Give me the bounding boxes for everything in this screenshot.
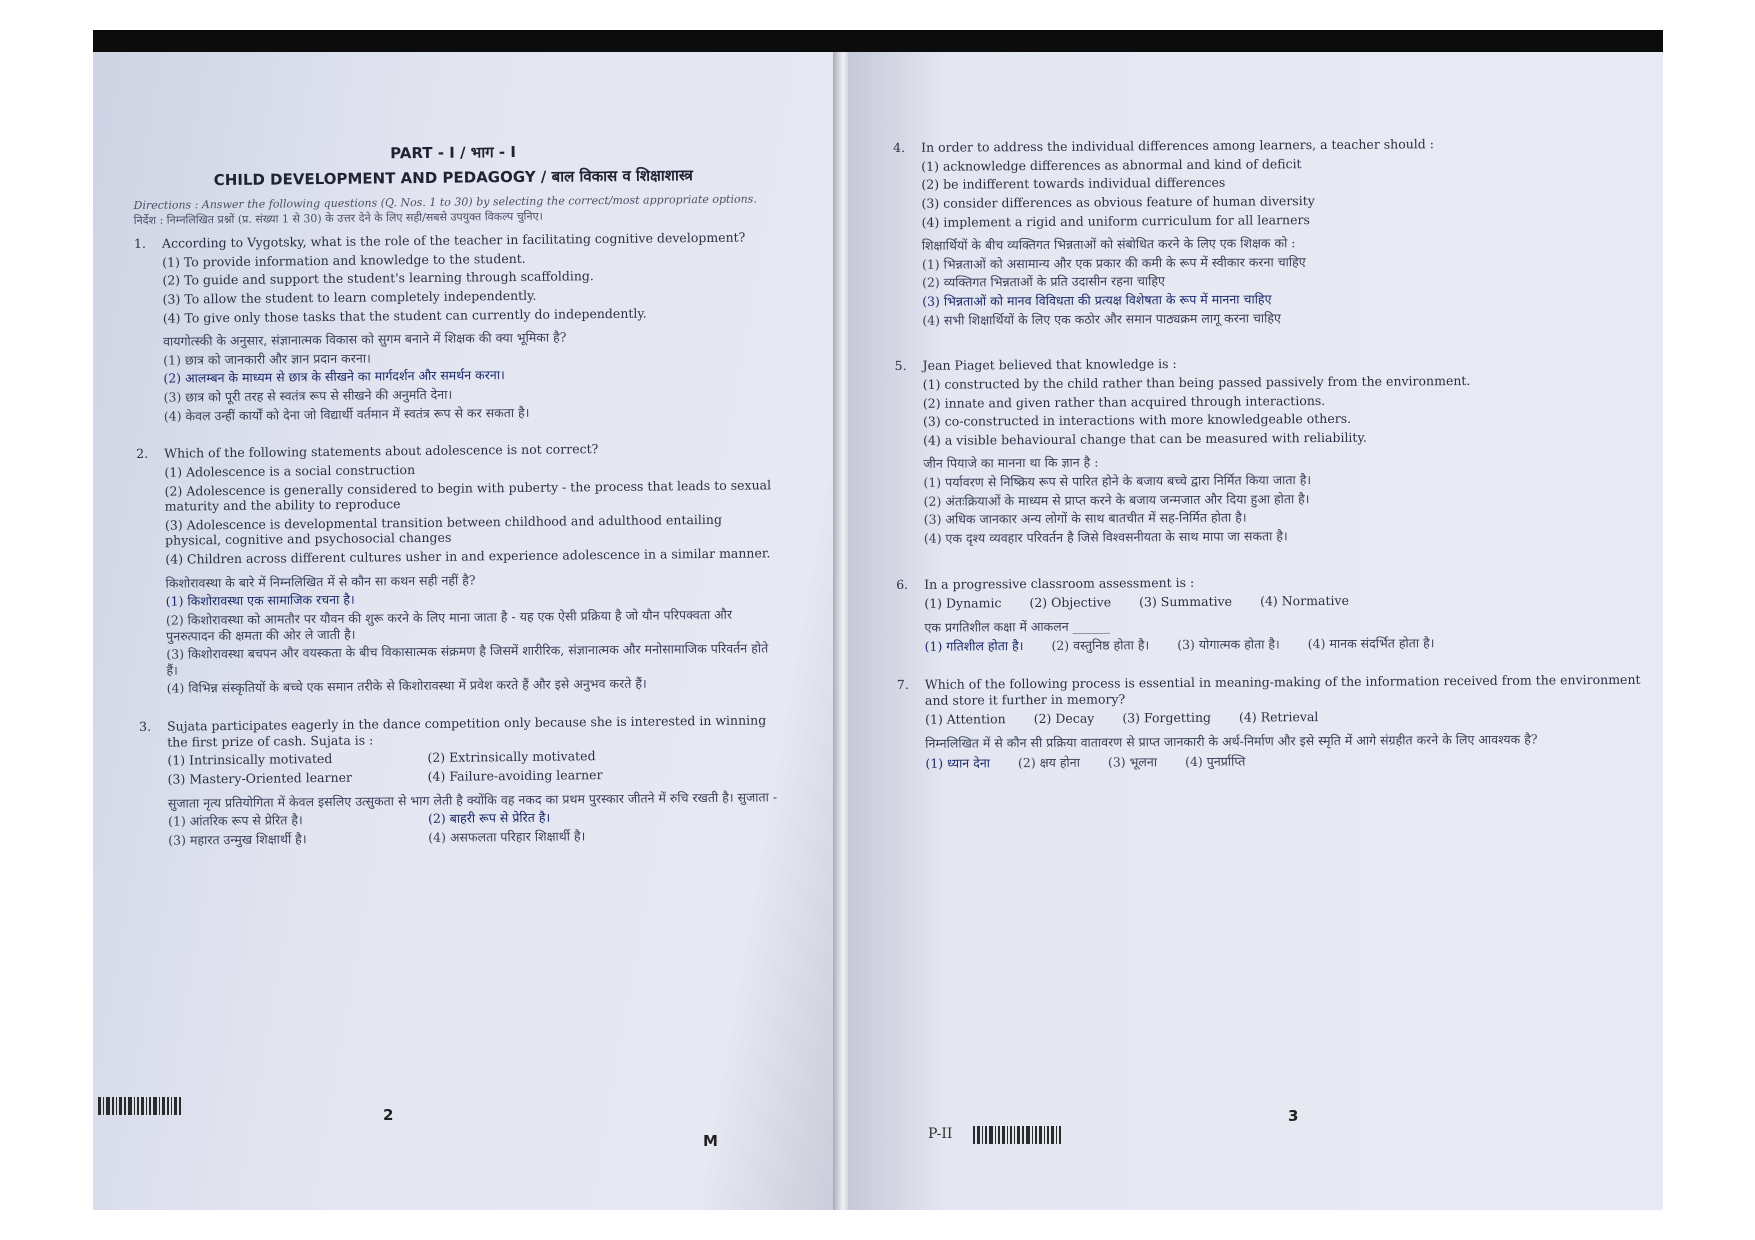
option-hindi: (4) केवल उन्हीं कार्यों को देना जो विद्यार्थी वर्तमान में स्वतंत्र रूप से कर सकता है। [163,404,530,424]
option-hindi: (3) योगात्मक होता है। [1177,636,1280,653]
question-text-hindi: किशोरावस्था के बारे में निम्नलिखित में से कौन सा कथन सही नहीं है? [165,572,476,591]
question-number: 6. [896,576,909,592]
options-hindi [925,750,1657,771]
option: (3) co-constructed in interactions with more knowledgeable others. [922,410,1352,429]
option-hindi: (4) असफलता परिहार शिक्षार्थी है। [428,828,586,845]
option-hindi: (1) छात्र को जानकारी और ज्ञान प्रदान करना। [163,350,371,368]
question-text-english: Sujata participates eagerly in the dance competition only because she is interested in winning the first prize of cash. Sujata is : [166,712,767,750]
options-english [925,707,1657,728]
option: (1) Dynamic [924,595,1002,611]
options-hindi [925,634,1657,655]
footer-code: P-II [928,1126,953,1142]
option: (4) a visible behavioural change that can be measured with reliability. [923,429,1367,448]
option-hindi: (4) सभी शिक्षार्थियों के लिए एक कठोर और समान पाठ्यक्रम लागू करना चाहिए [922,309,1281,328]
question-number: 7. [896,676,909,692]
right-page-content [893,127,1657,775]
option-hindi: (4) पुनर्प्राप्ति [1184,753,1246,769]
option: (3) Mastery-Oriented learner [167,769,353,787]
option-hindi: (2) किशोरावस्था को आमतौर पर यौवन की शुरू करने के लिए माना जाता है - यह एक ऐसी प्रक्रिया है जो यौन परिपक्वता और पुनरुत्पादन की क्षमता की ओर ले जाती है। [165,606,733,644]
question-number: 5. [894,358,907,374]
option: (1) To provide information and knowledge to the student. [162,250,526,270]
options-hindi [168,807,780,848]
option-hindi: (1) पर्यावरण से निष्क्रिय रूप से पारित होने के बजाय बच्चे द्वारा निर्मित किया जाता है। [923,472,1312,490]
option-hindi: (2) वस्तुनिष्ठ होता है। [1051,637,1150,654]
option-hindi: (2) व्यक्तिगत भिन्नताओं के प्रति उदासीन रहना चाहिए [922,273,1165,291]
page-number: 2 [383,1106,394,1124]
option: (4) Retrieval [1238,709,1319,725]
question-4 [893,135,1653,156]
options-english [167,747,779,788]
option: (2) innate and given rather than acquired through interactions. [922,392,1326,411]
photo-frame [93,30,1663,1210]
question-text-english: Which of the following statements about adolescence is not correct? [164,441,599,461]
question-number: 3. [138,718,152,734]
option: (3) consider differences as obvious feature of human diversity [921,192,1315,211]
question-text-english: Which of the following process is essential in meaning-making of the information received from the environment and store it further in memory? [924,671,1641,708]
question-text-english: Jean Piaget believed that knowledge is : [922,356,1177,374]
option-hindi-marked: (1) गतिशील होता है। [924,638,1024,655]
option: (1) Adolescence is a social construction [164,461,416,480]
question-number: 2. [136,446,149,462]
option-hindi-marked: (1) किशोरावस्था एक सामाजिक रचना है। [165,591,355,609]
option-hindi: (4) विभिन्न संस्कृतियों के बच्चे एक समान तरीके से किशोरावस्था में प्रवेश करते हैं और इसे अनुभव करते हैं। [166,676,647,697]
barcode [98,1097,181,1115]
option-hindi: (1) भिन्नताओं को असामान्य और एक प्रकार की कमी के रूप में स्वीकार करना चाहिए [921,253,1306,272]
option: (3) To allow the student to learn completely independently. [162,287,537,307]
question-text-hindi: एक प्रगतिशील कक्षा में आकलन ______ [924,618,1111,635]
option-hindi-marked: (1) ध्यान देना [925,754,991,771]
option: (4) Normative [1259,592,1349,609]
question-text-english: In a progressive classroom assessment is : [924,574,1195,592]
options-english [924,591,1656,612]
option: (4) Children across different cultures usher in and experience adolescence in a similar manner. [165,545,771,567]
barcode [973,1126,1061,1144]
question-number: 1. [133,235,147,251]
question-number: 4. [893,139,906,155]
option: (2) To guide and support the student's learning through scaffolding. [162,268,594,288]
option: (4) implement a rigid and uniform curriculum for all learners [921,211,1310,230]
option: (2) Extrinsically motivated [427,748,596,766]
part-heading: PART - I / भाग - I [390,142,516,163]
question-text-hindi: जीन पियाजे का मानना था कि ज्ञान है : [923,454,1099,472]
option-hindi: (4) एक दृश्य व्यवहार परिवर्तन है जिसे विश्वसनीयता के साथ मापा जा सकता है। [923,528,1288,546]
booklet-code: M [703,1132,718,1150]
section-title: CHILD DEVELOPMENT AND PEDAGOGY / बाल विकास व शिक्षाशास्त्र [213,165,693,189]
directions-hindi: निर्देश : निम्नलिखित प्रश्नों (प्र. संख्या 1 से 30) के उत्तर देने के लिए सही/सबसे उपयुक्त विकल्प चुनिए। [133,209,543,228]
option: (2) Objective [1029,594,1112,611]
option: (1) Intrinsically motivated [167,751,333,768]
option: (1) acknowledge differences as abnormal and kind of deficit [921,155,1302,174]
page-number: 3 [1288,1107,1299,1125]
directions-english: Directions : Answer the following questions (Q. Nos. 1 to 30) by selecting the correct/most appropriate options. [133,191,757,212]
option: (4) Failure-avoiding learner [427,766,603,784]
right-page [848,52,1663,1210]
option-hindi-marked: (2) बाहरी रूप से प्रेरित है। [427,809,551,827]
left-page-content [133,140,780,850]
option-hindi: (1) आंतरिक रूप से प्रेरित है। [167,812,303,829]
option-hindi: (4) मानक संदर्भित होता है। [1307,635,1435,652]
option-hindi: (3) महारत उन्मुख शिक्षार्थी है। [168,830,307,848]
question-text-hindi: शिक्षार्थियों के बीच व्यक्तिगत भिन्नताओं को संबोधित करने के लिए एक शिक्षक को : [921,235,1296,253]
option: (2) Decay [1033,710,1095,727]
option-hindi: (2) क्षय होना [1017,754,1080,770]
option-hindi: (3) छात्र को पूरी तरह से स्वतंत्र रूप से सीखने की अनुमति देना। [163,386,453,405]
option: (4) To give only those tasks that the student can currently do independently. [162,305,647,326]
option-hindi: (2) अंतःक्रियाओं के माध्यम से प्राप्त करने के बजाय जन्मजात और दिया हुआ होता है। [923,490,1310,509]
question-text-hindi: निम्नलिखित में से कौन सी प्रक्रिया वातावरण से प्राप्त जानकारी के अर्थ-निर्माण और इसे स्मृति में आगे संग्रहीत करने के लिए आवश्यक है? [925,731,1538,751]
option: (3) Adolescence is developmental transition between childhood and adulthood entailing physical, cognitive and psychosocial changes [164,511,722,549]
option: (1) Attention [925,711,1006,728]
option: (1) constructed by the child rather than being passed passively from the environment. [922,372,1471,392]
option: (2) Adolescence is generally considered to begin with puberty - the process that leads to sexual maturity and the ability to reproduce [164,476,772,514]
question-6 [896,571,1656,592]
question-5 [895,353,1655,374]
question-text-english: According to Vygotsky, what is the role of the teacher in facilitating cognitive development? [161,229,746,251]
option-hindi-marked: (3) भिन्नताओं को मानव विविधता की प्रत्यक्ष विशेषता के रूप में मानना चाहिए [922,291,1272,309]
option: (3) Forgetting [1122,710,1212,726]
left-page [93,52,838,1210]
question-7 [897,672,1657,709]
question-text-english: In order to address the individual differences among learners, a teacher should : [921,136,1435,155]
question-text-hindi: सुजाता नृत्य प्रतियोगिता में केवल इसलिए उत्सुकता से भाग लेती है क्योंकि वह नकद का प्रथम पुरस्कार जीतने में रुचि रखती है। सुजाता - [167,788,778,811]
option: (2) be indifferent towards individual differences [921,174,1226,193]
question-3 [139,712,779,750]
option-hindi: (3) भूलना [1107,753,1158,770]
question-text-hindi: वायगोत्स्की के अनुसार, संज्ञानात्मक विकास को सुगम बनाने में शिक्षक की क्या भूमिका है? [162,329,567,349]
option: (3) Summative [1139,593,1233,610]
option-hindi: (3) अधिक जानकार अन्य लोगों के साथ बातचीत में सह-निर्मित होता है। [923,509,1247,528]
option-hindi: (3) किशोरावस्था बचपन और वयस्कता के बीच विकासात्मक संक्रमण है जिसमें शारीरिक, संज्ञानात्मक और मनोसामाजिक परिवर्तन होते हैं। [166,640,769,678]
option-hindi-marked: (2) आलम्बन के माध्यम से छात्र के सीखने का मार्गदर्शन और समर्थन करना। [163,367,505,387]
